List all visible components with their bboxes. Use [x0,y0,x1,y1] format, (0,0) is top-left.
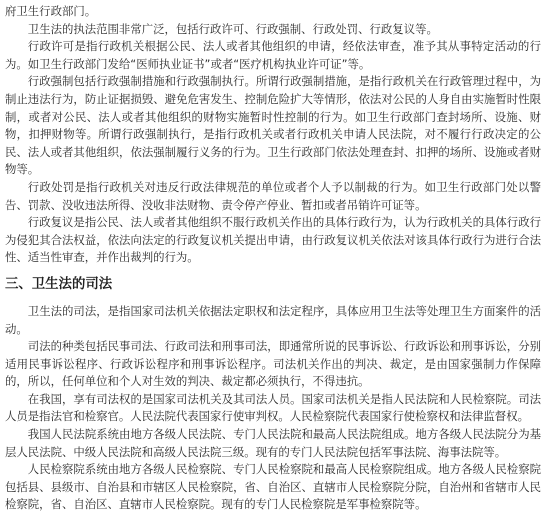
paragraph-administrative-review: 行政复议是指公民、法人或者其他组织不服行政机关作出的具体行政行为，认为行政机关的具体行政行为侵犯其合法权益，依法向法定的行政复议机关提出申请，由行政复议机关依法对该具体行政行为进行合法性、适当性审查，并作出裁判的行为。 [5,215,541,265]
paragraph-administrative-enforcement: 行政强制包括行政强制措施和行政强制执行。所谓行政强制措施，是指行政机关在行政管理过程中，为制止违法行为，防止证据损毁、避免危害发生、控制危险扩大等情形，依法对公民的人身自由实施暂时性限制，或者对公民、法人或者其他组织的财物实施暂时性控制的行为。如卫生行政部门查封场所、设施、财物，扣押财物等。所谓行政强制执行，是指行政机关或者行政机关申请人民法院，对不履行行政决定的公民、法人或者其他组织，依法强制履行义务的行为。卫生行政部门依法处理查封、扣押的场所、设施或者财物等。 [5,74,541,177]
paragraph-administrative-penalty: 行政处罚是指行政机关对违反行政法律规范的单位或者个人予以制裁的行为。如卫生行政部门处以警告、罚款、没收违法所得、没收非法财物、责令停产停业、暂扣或者吊销许可证等。 [5,179,541,212]
paragraph-continuation: 府卫生行政部门。 [5,4,97,18]
paragraph-administrative-license: 行政许可是指行政机关根据公民、法人或者其他组织的申请，经依法审查，准予其从事特定活动的行为。如卫生行政部门发给“医师执业证书”或者“医疗机构执业许可证”等。 [5,39,541,71]
paragraph-judicial-types: 司法的种类包括民事司法、行政司法和刑事司法，即通常所说的民事诉讼、行政诉讼和刑事诉讼，分别适用民事诉讼程序、行政诉讼程序和刑事诉讼程序。司法机关作出的判决、裁定，是由国家强制力作保障的，所以，任何单位和个人对生效的判决、裁定都必须执行，不得违抗。 [5,339,541,389]
paragraph-judicial-power: 在我国，享有司法权的是国家司法机关及其司法人员。国家司法机关是指人民法院和人民检察院。司法人员是指法官和检察官。人民法院代表国家行使审判权。人民检察院代表国家行使检察权和法律监督权。 [5,391,541,424]
paragraph-enforcement-scope: 卫生法的执法范围非常广泛，包括行政许可、行政强制、行政处罚、行政复议等。 [27,21,438,36]
paragraph-procuratorate-system: 人民检察院系统由地方各级人民检察院、专门人民检察院和最高人民检察院组成。地方各级人民检察院包括县、县级市、自治县和市辖区人民检察院，省、自治区、直辖市人民检察院分院，自治州和省辖市人民检察院，省、自治区、直辖市人民检察院。现有的专门人民检察院是军事检察院等。 [5,462,541,512]
paragraph-court-system: 我国人民法院系统由地方各级人民法院、专门人民法院和最高人民法院组成。地方各级人民法院分为基层人民法院、中级人民法院和高级人民法院三级。现有的专门人民法院包括军事法院、海事法院等。 [5,427,541,459]
paragraph-judicial-definition: 卫生法的司法，是指国家司法机关依据法定职权和法定程序，具体应用卫生法等处理卫生方面案件的活动。 [5,303,541,336]
section-heading: 三、卫生法的司法 [5,276,113,292]
